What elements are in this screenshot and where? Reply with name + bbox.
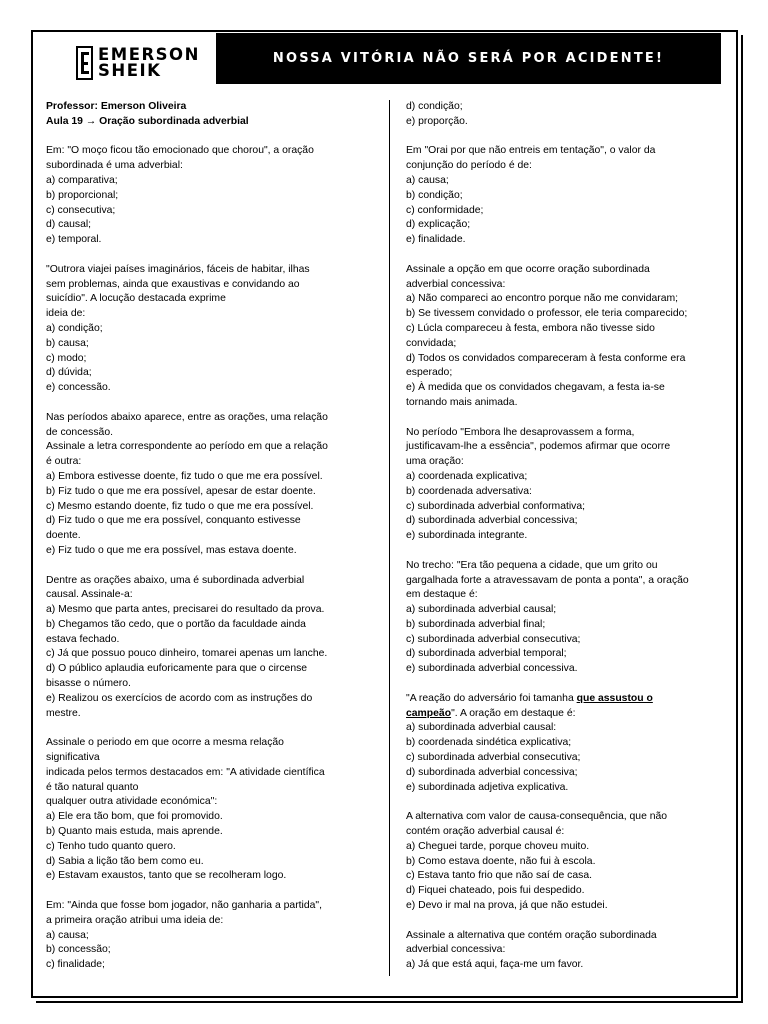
option-a: a) Embora estivesse doente, fiz tudo o que me era possível. — [46, 470, 323, 482]
question-9 — [406, 426, 722, 544]
question-11 — [406, 692, 722, 796]
option-b: b) proporcional; — [46, 189, 119, 201]
option-d-cont: esperado; — [406, 367, 453, 379]
option-a: a) causa; — [46, 929, 89, 941]
question-stem: adverbial concessiva: — [406, 944, 506, 956]
option-b: b) Se tivessem convidado o professor, ele teria comparecido; — [406, 308, 688, 320]
option-b: b) concessão; — [46, 944, 111, 956]
logo-text — [98, 47, 200, 79]
option-a: a) condição; — [46, 322, 103, 334]
option-c: c) Mesmo estando doente, fiz tudo o que me era possível. — [46, 500, 314, 512]
option-c: c) finalidade; — [46, 959, 105, 971]
question-12 — [406, 810, 722, 914]
option-b: b) Como estava doente, não fui à escola. — [406, 855, 596, 867]
logo-line-1: EMERSON — [98, 45, 200, 64]
question-stem: Em: "Ainda que fosse bom jogador, não ganharia a partida", — [46, 900, 322, 912]
question-3 — [46, 411, 362, 559]
question-13 — [406, 929, 722, 973]
question-stem: Em "Orai por que não entreis em tentação", o valor da — [406, 145, 656, 157]
option-a: a) comparativa; — [46, 174, 118, 186]
question-stem: subordinada é uma adverbial: — [46, 160, 183, 172]
question-stem: No trecho: "Era tão pequena a cidade, que um grito ou — [406, 559, 658, 571]
question-stem: contém oração adverbial causal é: — [406, 826, 565, 838]
option-e: e) À medida que os convidados chegavam, a festa ia-se — [406, 382, 665, 394]
option-d: d) condição; — [406, 101, 463, 112]
question-stem: conjunção do período é de: — [406, 160, 532, 172]
question-2 — [46, 263, 362, 396]
option-a: a) subordinada adverbial causal; — [406, 604, 557, 616]
option-d: d) Sabia a lição tão bem como eu. — [46, 855, 204, 867]
question-stem: causal. Assinale-a: — [46, 589, 133, 601]
option-c: c) subordinada adverbial consecutiva; — [406, 633, 581, 645]
banner-text: NOSSA VITÓRIA NÃO SERÁ POR ACIDENTE! — [272, 51, 665, 66]
option-b: b) coordenada adversativa: — [406, 485, 532, 497]
option-d: d) subordinada adverbial concessiva; — [406, 515, 578, 527]
professor-line: Professor: Emerson Oliveira — [46, 101, 187, 112]
question-stem: Dentre as orações abaixo, uma é subordinada adverbial — [46, 574, 305, 586]
option-e: e) temporal. — [46, 234, 102, 246]
option-b: b) condição; — [406, 189, 463, 201]
option-c: c) Estava tanto frio que não saí de casa. — [406, 870, 592, 882]
question-6 — [46, 899, 362, 973]
option-a: a) causa; — [406, 174, 449, 186]
question-stem: Em: "O moço ficou tão emocionado que chorou", a oração — [46, 145, 314, 157]
question-stem: suicídio". A locução destacada exprime — [46, 293, 226, 305]
question-6-continued — [406, 100, 722, 130]
option-c: c) Já que possuo pouco dinheiro, tomarei apenas um lanche. — [46, 648, 328, 660]
question-stem: significativa — [46, 752, 100, 764]
column-divider — [389, 100, 390, 976]
highlighted-clause-cont: campeão — [406, 707, 452, 719]
option-b-cont: estava fechado. — [46, 633, 120, 645]
option-b: b) Chegamos tão cedo, que o portão da faculdade ainda — [46, 618, 306, 630]
question-stem: "Outrora viajei países imaginários, fáceis de habitar, ilhas — [46, 263, 310, 275]
question-stem: Assinale a alternativa que contém oração subordinada — [406, 929, 657, 941]
brand-logo — [76, 45, 206, 81]
option-c: c) subordinada adverbial conformativa; — [406, 500, 586, 512]
option-d: d) explicação; — [406, 219, 471, 231]
option-d-cont: bisasse o número. — [46, 678, 131, 690]
stem-text: "A reação do adversário foi tamanha — [406, 692, 577, 704]
question-stem: a primeira oração atribui uma ideia de: — [46, 914, 224, 926]
question-stem: adverbial concessiva: — [406, 278, 506, 290]
option-c: c) conformidade; — [406, 204, 484, 216]
option-a: a) Não compareci ao encontro porque não me convidaram; — [406, 293, 679, 305]
option-d: d) causal; — [46, 219, 92, 231]
option-e: e) concessão. — [46, 382, 111, 394]
option-e: e) Realizou os exercícios de acordo com as instruções do — [46, 692, 313, 704]
option-c: c) consecutiva; — [46, 204, 116, 216]
option-a: a) Cheguei tarde, porque choveu muito. — [406, 840, 590, 852]
option-d: d) subordinada adverbial temporal; — [406, 648, 567, 660]
highlighted-clause: que assustou o — [576, 692, 653, 704]
option-e: e) Estavam exaustos, tanto que se recolheram logo. — [46, 870, 287, 882]
option-d-cont: doente. — [46, 530, 81, 542]
question-stem: de concessão. — [46, 426, 114, 438]
question-stem: Assinale o periodo em que ocorre a mesma relação — [46, 737, 284, 749]
header-banner — [216, 33, 721, 84]
question-7 — [406, 144, 722, 248]
question-stem: uma oração: — [406, 456, 464, 468]
question-10 — [406, 559, 722, 677]
question-4 — [46, 574, 362, 722]
option-b: b) coordenada sindética explicativa; — [406, 737, 572, 749]
question-stem: gargalhada forte a atravessavam de ponta a ponta", a oração — [406, 574, 689, 586]
question-stem: Assinale a opção em que ocorre oração subordinada — [406, 263, 650, 275]
option-d: d) subordinada adverbial concessiva; — [406, 766, 578, 778]
question-5 — [46, 736, 362, 884]
question-stem: justificavam-lhe a essência", podemos afirmar que ocorre — [406, 441, 671, 453]
option-e: e) subordinada adjetiva explicativa. — [406, 781, 569, 793]
option-e: e) subordinada adverbial concessiva. — [406, 663, 578, 675]
option-c: c) subordinada adverbial consecutiva; — [406, 752, 581, 764]
option-d: d) Fiz tudo o que me era possível, conquanto estivesse — [46, 515, 301, 527]
option-d: d) Todos os convidados compareceram à festa conforme era — [406, 352, 686, 364]
option-b: b) Fiz tudo o que me era possível, apesar de estar doente. — [46, 485, 316, 497]
option-a: a) subordinada adverbial causal: — [406, 722, 557, 734]
option-a: a) Mesmo que parta antes, precisarei do resultado da prova. — [46, 604, 325, 616]
option-a: a) coordenada explicativa; — [406, 470, 528, 482]
option-e-cont: tornando mais animada. — [406, 396, 518, 408]
logo-line-2: SHEIK — [98, 61, 162, 80]
option-b: b) Quanto mais estuda, mais aprende. — [46, 826, 223, 838]
lesson-title: Aula 19 → Oração subordinada adverbial — [46, 115, 249, 127]
option-e: e) finalidade. — [406, 234, 466, 246]
question-1 — [46, 144, 362, 248]
option-c: c) Lúcla compareceu à festa, embora não tivesse sido — [406, 322, 655, 334]
option-b: b) causa; — [46, 337, 89, 349]
question-stem: sem problemas, ainda que exaustivas e convidando ao — [46, 278, 300, 290]
option-d: d) dúvida; — [46, 367, 92, 379]
option-c: c) Tenho tudo quanto quero. — [46, 840, 176, 852]
question-stem: Nas períodos abaixo aparece, entre as orações, uma relação — [46, 411, 328, 423]
option-e: e) Fiz tudo o que me era possível, mas estava doente. — [46, 544, 297, 556]
option-e-cont: mestre. — [46, 707, 81, 719]
option-c-cont: convidada; — [406, 337, 457, 349]
option-a: a) Já que está aqui, faça-me um favor. — [406, 959, 584, 971]
option-b: b) subordinada adverbial final; — [406, 618, 546, 630]
question-stem: No período "Embora lhe desaprovassem a forma, — [406, 426, 635, 438]
option-c: c) modo; — [46, 352, 87, 364]
question-8 — [406, 263, 722, 411]
question-stem: A alternativa com valor de causa-consequência, que não — [406, 811, 668, 823]
question-stem — [406, 692, 722, 707]
question-stem: é outra: — [46, 456, 82, 468]
option-d: d) Fiquei chateado, pois fui despedido. — [406, 885, 585, 897]
logo-e-icon — [76, 46, 93, 80]
question-stem: é tão natural quanto — [46, 781, 139, 793]
option-e: e) subordinada integrante. — [406, 530, 528, 542]
left-column — [46, 100, 362, 973]
question-stem: indicada pelos termos destacados em: "A atividade científica — [46, 766, 325, 778]
question-stem — [406, 707, 722, 722]
right-column — [406, 100, 722, 973]
stem-text: ". A oração em destaque é: — [451, 707, 576, 719]
question-stem: qualquer outra atividade económica": — [46, 796, 218, 808]
question-stem: em destaque é: — [406, 589, 478, 601]
option-e: e) Devo ir mal na prova, já que não estudei. — [406, 900, 608, 912]
question-stem: ideia de: — [46, 308, 86, 320]
option-d: d) O público aplaudia euforicamente para que o circense — [46, 663, 308, 675]
option-e: e) proporção. — [406, 115, 468, 127]
option-a: a) Ele era tão bom, que foi promovido. — [46, 811, 223, 823]
question-stem: Assinale a letra correspondente ao período em que a relação — [46, 441, 328, 453]
